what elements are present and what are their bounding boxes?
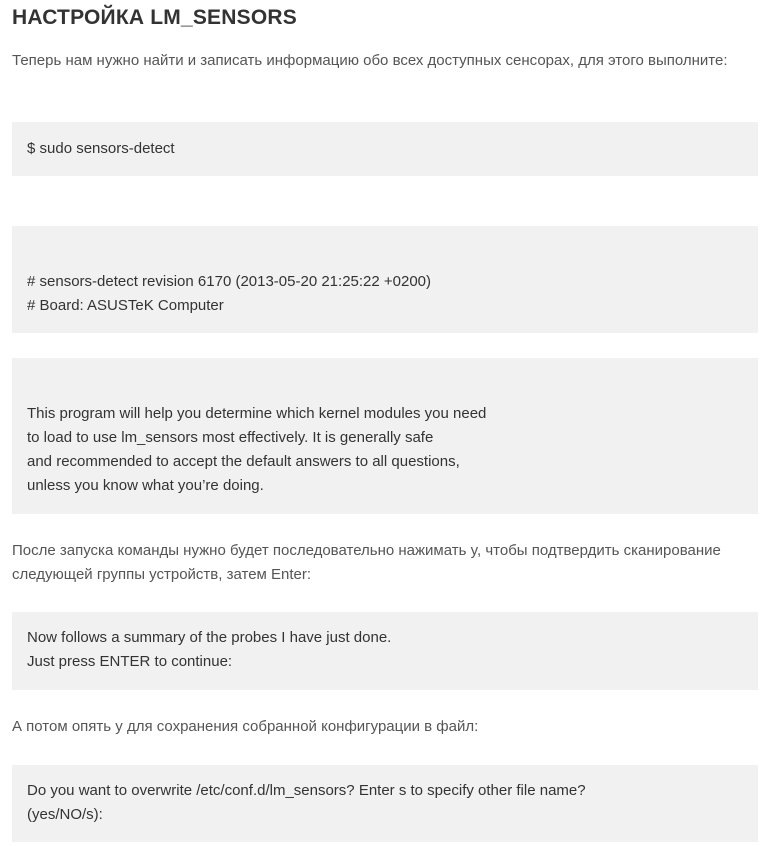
code-block-program-info	[12, 358, 758, 514]
code-block-summary	[12, 612, 758, 690]
code-line: unless you know what you’re doing.	[27, 477, 264, 494]
code-line: Now follows a summary of the probes I have just done.	[27, 629, 392, 646]
code-line: Just press ENTER to continue:	[27, 653, 233, 670]
article-heading: НАСТРОЙКА LM_SENSORS	[12, 6, 297, 29]
code-line: (yes/NO/s):	[27, 806, 103, 823]
code-line: and recommended to accept the default answers to all questions,	[27, 453, 460, 470]
code-block-revision	[12, 226, 758, 333]
code-block-command	[12, 122, 758, 176]
intro-paragraph: Теперь нам нужно найти и записать информацию обо всех доступных сенсорах, для этого выполните:	[12, 52, 728, 69]
save-config-paragraph: А потом опять y для сохранения собранной конфигурации в файл:	[12, 718, 479, 735]
code-line: to load to use lm_sensors most effectively. It is generally safe	[27, 429, 434, 446]
code-line: # sensors-detect revision 6170 (2013-05-20 21:25:22 +0200)	[27, 273, 432, 290]
code-line: # Board: ASUSTeK Computer	[27, 297, 224, 314]
code-line: $ sudo sensors-detect	[27, 140, 175, 157]
code-line: This program will help you determine which kernel modules you need	[27, 405, 487, 422]
code-line: Do you want to overwrite /etc/conf.d/lm_sensors? Enter s to specify other file name?	[27, 782, 586, 799]
scan-instructions-paragraph: После запуска команды нужно будет последовательно нажимать y, чтобы подтвердить сканирование следующей группы устройств, затем Enter:	[12, 542, 721, 583]
code-block-overwrite-prompt	[12, 765, 758, 842]
